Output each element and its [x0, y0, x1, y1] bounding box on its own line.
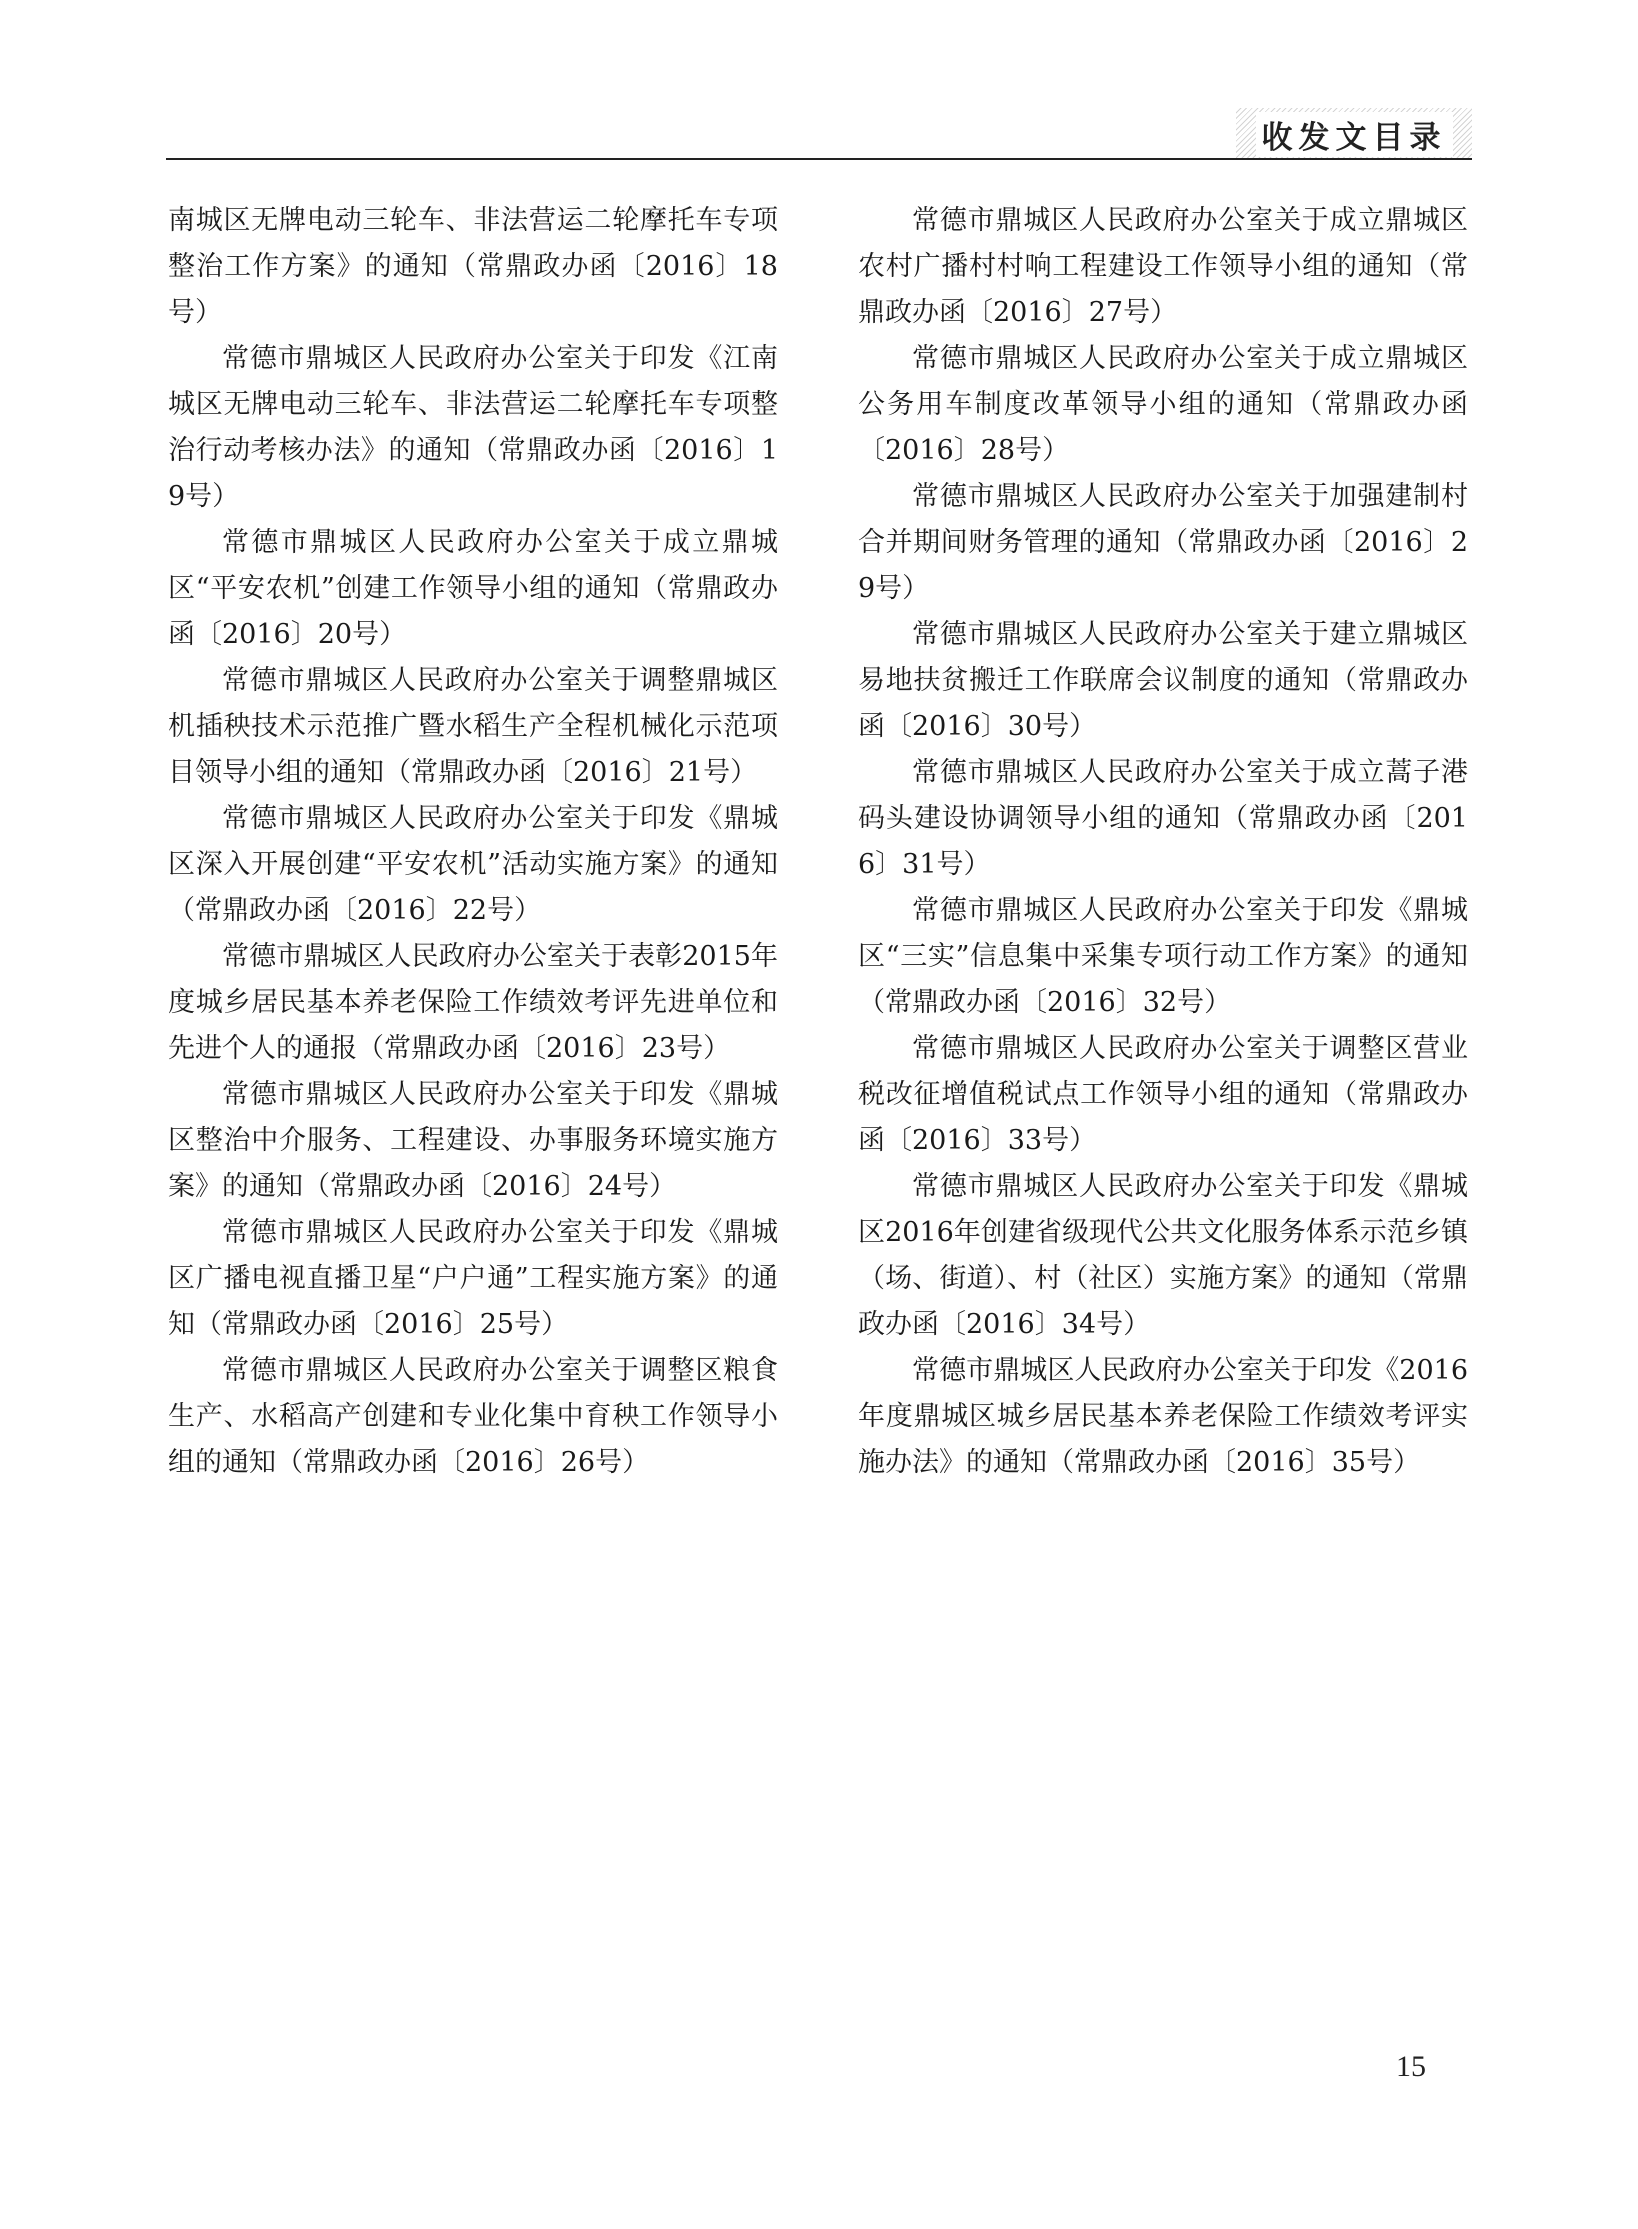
document-entry: 常德市鼎城区人民政府办公室关于成立鼎城区公务用车制度改革领导小组的通知（常鼎政办函〔2016〕28号） [858, 343, 1468, 466]
section-header [1236, 108, 1472, 160]
left-column [168, 198, 778, 1486]
document-entry: 常德市鼎城区人民政府办公室关于印发《鼎城区2016年创建省级现代公共文化服务体系示范乡镇（场、街道）、村（社区）实施方案》的通知（常鼎政办函〔2016〕34号） [858, 1171, 1468, 1340]
document-entry: 常德市鼎城区人民政府办公室关于表彰2015年度城乡居民基本养老保险工作绩效考评先进单位和先进个人的通报（常鼎政办函〔2016〕23号） [168, 941, 778, 1064]
right-column [858, 198, 1468, 1486]
document-entry: 常德市鼎城区人民政府办公室关于加强建制村合并期间财务管理的通知（常鼎政办函〔2016〕29号） [858, 481, 1468, 604]
document-entry: 常德市鼎城区人民政府办公室关于调整区粮食生产、水稻高产创建和专业化集中育秧工作领导小组的通知（常鼎政办函〔2016〕26号） [168, 1355, 778, 1478]
document-entry: 常德市鼎城区人民政府办公室关于印发《鼎城区整治中介服务、工程建设、办事服务环境实施方案》的通知（常鼎政办函〔2016〕24号） [168, 1079, 778, 1202]
document-entry: 常德市鼎城区人民政府办公室关于印发《2016年度鼎城区城乡居民基本养老保险工作绩效考评实施办法》的通知（常鼎政办函〔2016〕35号） [858, 1355, 1468, 1478]
document-entry: 常德市鼎城区人民政府办公室关于印发《鼎城区“三实”信息集中采集专项行动工作方案》的通知（常鼎政办函〔2016〕32号） [858, 895, 1468, 1018]
document-entry: 常德市鼎城区人民政府办公室关于印发《江南城区无牌电动三轮车、非法营运二轮摩托车专项整治行动考核办法》的通知（常鼎政办函〔2016〕19号） [168, 343, 778, 512]
document-entry: 常德市鼎城区人民政府办公室关于成立蒿子港码头建设协调领导小组的通知（常鼎政办函〔2016〕31号） [858, 757, 1468, 880]
document-entry: 常德市鼎城区人民政府办公室关于调整鼎城区机插秧技术示范推广暨水稻生产全程机械化示范项目领导小组的通知（常鼎政办函〔2016〕21号） [168, 665, 778, 788]
section-title: 收发文目录 [1256, 112, 1453, 157]
document-entry: 南城区无牌电动三轮车、非法营运二轮摩托车专项整治工作方案》的通知（常鼎政办函〔2016〕18号） [168, 205, 778, 328]
document-entry: 常德市鼎城区人民政府办公室关于成立鼎城区“平安农机”创建工作领导小组的通知（常鼎政办函〔2016〕20号） [168, 527, 778, 650]
document-entry: 常德市鼎城区人民政府办公室关于印发《鼎城区深入开展创建“平安农机”活动实施方案》的通知（常鼎政办函〔2016〕22号） [168, 803, 778, 926]
document-entry: 常德市鼎城区人民政府办公室关于建立鼎城区易地扶贫搬迁工作联席会议制度的通知（常鼎政办函〔2016〕30号） [858, 619, 1468, 742]
document-entry: 常德市鼎城区人民政府办公室关于成立鼎城区农村广播村村响工程建设工作领导小组的通知（常鼎政办函〔2016〕27号） [858, 205, 1468, 328]
document-entry: 常德市鼎城区人民政府办公室关于印发《鼎城区广播电视直播卫星“户户通”工程实施方案》的通知（常鼎政办函〔2016〕25号） [168, 1217, 778, 1340]
page-number: 15 [1396, 2050, 1426, 2083]
header-divider [166, 158, 1472, 160]
document-entry: 常德市鼎城区人民政府办公室关于调整区营业税改征增值税试点工作领导小组的通知（常鼎政办函〔2016〕33号） [858, 1033, 1468, 1156]
